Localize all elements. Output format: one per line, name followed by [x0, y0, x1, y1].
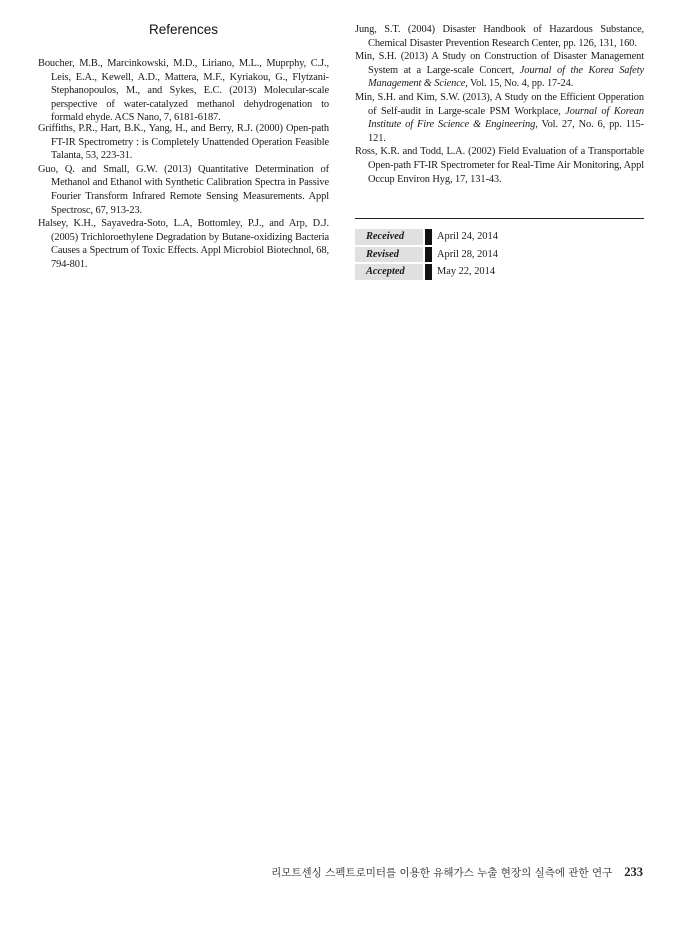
- reference-list-left: [38, 57, 329, 272]
- page-number: 233: [624, 865, 643, 879]
- reference-text: Min, S.H. (2013) A Study on Construction of Disaster Management System at a Large-scale Concert,: [355, 51, 644, 76]
- reference-min-kim: [355, 91, 644, 145]
- reference-guo: Guo, Q. and Small, G.W. (2013) Quantitative Determination of Methanol and Ethanol with Synthetic Calibration Spectra in Passive Fourier Transform Infrared Remote Sensing Measurements. Appl Spectrosc, 67, 913-23.: [38, 163, 329, 216]
- journal-title: Journal of Korean Institute of Fire Science & Engineering: [368, 105, 644, 131]
- reference-boucher: Boucher, M.B., Marcinkowski, M.D., Liriano, M.L., Muprphy, C.J., Leis, E.A., Kewell, A.D., Mattera, M.F., Kyriakou, G., Flytzani-Stephanopoulos, M., and Sykes, E.C. (2013) Molecular-scale perspective of water-catalyzed methanol dehydrogenation to formald ehyde. ACS Nano, 7, 6181-6187.: [38, 58, 329, 124]
- date-marker: [425, 264, 432, 280]
- references-heading: References: [148, 22, 219, 37]
- date-label: Revised: [355, 247, 423, 263]
- reference-jung-text: Jung, S.T. (2004) Disaster Handbook of Hazardous Substance, Chemical Disaster Prevention Research Center, pp. 126, 131, 160.: [355, 24, 644, 49]
- reference-ross-text: Ross, K.R. and Todd, L.A. (2002) Field Evaluation of a Transportable Open-path FT-IR Spectrometer for Real-Time Air Monitoring, Appl Occup Environ Hyg, 17, 131-43.: [355, 146, 644, 185]
- date-label: Received: [355, 229, 423, 245]
- date-marker: [425, 247, 432, 263]
- date-value: May 22, 2014: [437, 266, 496, 278]
- reference-list-right: [355, 23, 644, 186]
- reference-ross: [355, 145, 644, 186]
- date-marker: [425, 229, 432, 245]
- date-value: April 28, 2014: [437, 248, 498, 260]
- reference-griffiths: Griffiths, P.R., Hart, B.K., Yang, H., and Berry, R.J. (2000) Open-path FT-IR Spectrometry : is Completely Unattended Operation Feasible Talanta, 53, 223-31.: [38, 122, 329, 162]
- page-footer: [271, 865, 643, 880]
- publication-dates: [355, 228, 644, 281]
- reference-text: Min, S.H. and Kim, S.W. (2013), A Study on the Efficient Opperation of Self-audit in Large-scale PSM Workplace,: [355, 91, 644, 117]
- date-label: Accepted: [355, 264, 423, 280]
- reference-volume: , Vol. 15, No. 4, pp. 17-24.: [465, 78, 574, 90]
- reference-jung: [355, 23, 644, 50]
- reference-volume: , Vol. 27, No. 6, pp. 115-121.: [368, 119, 644, 144]
- reference-min-2013a: [355, 50, 644, 91]
- reference-halsey: Halsey, K.H., Sayavedra-Soto, L.A, Bottomley, P.J., and Arp, D.J. (2005) Trichloroethylene Degradation by Butane-oxidizing Bacteria Causes a Spectrum of Toxic Effects. Appl Microbiol Biotechnol, 68, 794-801.: [38, 218, 329, 270]
- date-row-revised: [355, 246, 644, 264]
- divider-line: [355, 218, 644, 219]
- journal-title: Journal of the Korea Safety Management & Science: [368, 64, 644, 90]
- date-row-received: [355, 228, 644, 246]
- date-value: April 24, 2014: [437, 231, 498, 243]
- date-row-accepted: [355, 263, 644, 281]
- running-title: 리모트센싱 스펙트로미터를 이용한 유해가스 누출 현장의 실측에 관한 연구: [271, 867, 613, 879]
